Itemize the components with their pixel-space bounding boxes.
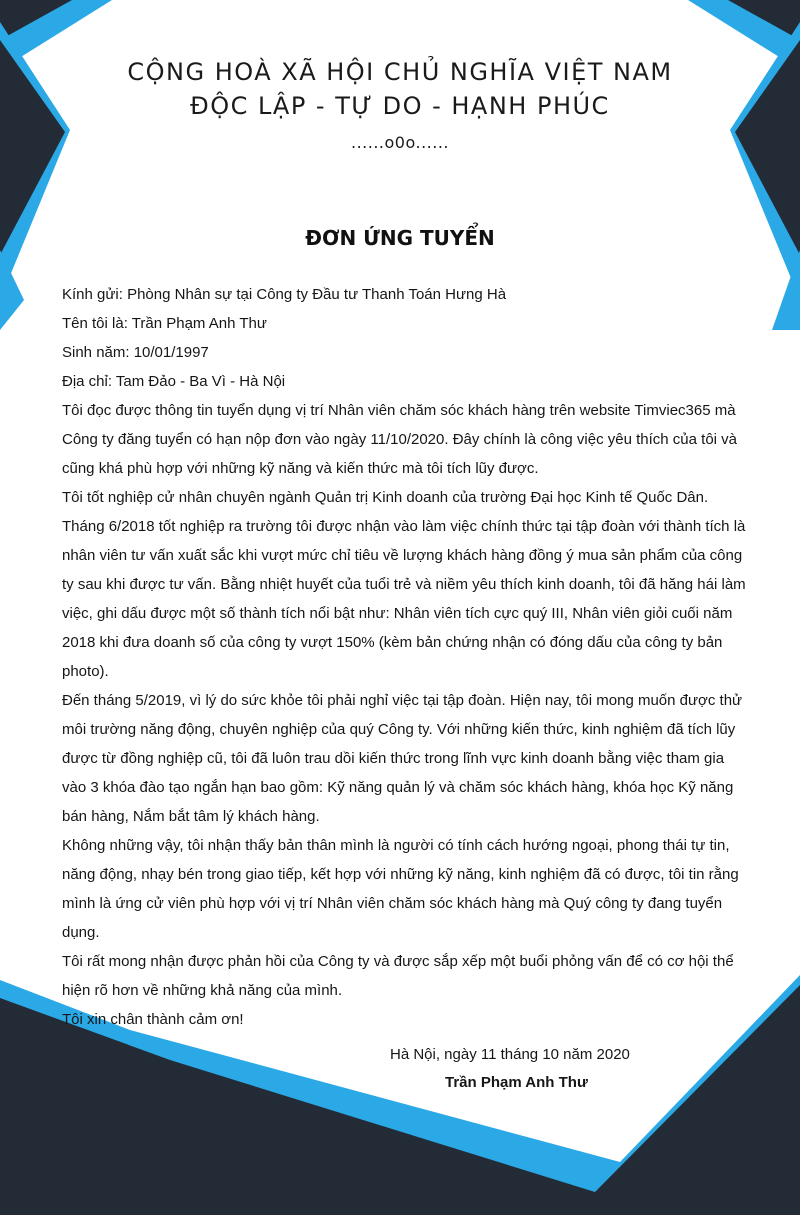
document-title: ĐƠN ỨNG TUYỂN — [305, 226, 495, 250]
signature-date-line: Hà Nội, ngày 11 tháng 10 năm 2020 — [390, 1046, 630, 1063]
birth-year-line: Sinh năm: 10/01/1997 — [62, 344, 209, 361]
national-title: CỘNG HOÀ XÃ HỘI CHỦ NGHĨA VIỆT NAM — [127, 58, 673, 86]
paragraph-motivation: Đến tháng 5/2019, vì lý do sức khỏe tôi phải nghỉ việc tại tập đoàn. Hiện nay, tôi mong muốn được thử môi trường năng động, chuyên nghiệp của quý Công ty. Với những kiến thức, kinh nghiệm đã tích lũy được từ đồng nghiệp cũ, tôi đã luôn trau dồi kiến thức trong lĩnh vực kinh doanh bằng việc tham gia vào 3 khóa đào tạo ngắn hạn bao gồm: Kỹ năng quản lý và chăm sóc khách hàng, khóa học Kỹ năng bán hàng, Nắm bắt tâm lý khách hàng. — [62, 692, 743, 825]
address-line: Địa chỉ: Tam Đảo - Ba Vì - Hà Nội — [62, 373, 286, 390]
paragraph-experience: Tháng 6/2018 tốt nghiệp ra trường tôi được nhận vào làm việc chính thức tại tập đoàn với thành tích là nhân viên tư vấn xuất sắc khi vượt mức chỉ tiêu về lượng khách hàng đồng ý mua sản phẩm của công ty sau khi được tư vấn. Bằng nhiệt huyết của tuổi trẻ và niềm yêu thích kinh doanh, tôi đã hăng hái làm việc, ghi dấu được một số thành tích nổi bật như: Nhân viên tích cực quý III, Nhân viên giỏi cuối năm 2018 khi đưa doanh số của công ty vượt 150% (kèm bản chứng nhận có đóng dấu của công ty bản photo). — [62, 518, 746, 680]
recipient-line: Kính gửi: Phòng Nhân sự tại Công ty Đầu tư Thanh Toán Hưng Hà — [62, 286, 507, 303]
paragraph-job-source: Tôi đọc được thông tin tuyển dụng vị trí Nhân viên chăm sóc khách hàng trên website Timviec365 mà Công ty đăng tuyển có hạn nộp đơn vào ngày 11/10/2020. Đây chính là công việc yêu thích của tôi và cũng khá phù hợp với những kỹ năng và kiến thức mà tôi tích lũy được. — [62, 402, 738, 477]
paragraph-education: Tôi tốt nghiệp cử nhân chuyên ngành Quản trị Kinh doanh của trường Đại học Kinh tế Quốc Dân. — [62, 489, 709, 506]
national-motto: ĐỘC LẬP - TỰ DO - HẠNH PHÚC — [190, 92, 610, 120]
paragraph-interview-request: Tôi rất mong nhận được phản hồi của Công ty và được sắp xếp một buổi phỏng vấn để có cơ hội thể hiện rõ hơn về những khả năng của mình. — [62, 953, 734, 999]
paragraph-thanks: Tôi xin chân thành cảm ơn! — [62, 1011, 244, 1028]
letter-body — [62, 280, 752, 1034]
paragraph-personal-traits: Không những vậy, tôi nhận thấy bản thân mình là người có tính cách hướng ngoại, phong thái tự tin, năng động, nhạy bén trong giao tiếp, kết hợp với những kỹ năng, kinh nghiệm đã có được, tôi tin rằng mình là ứng cử viên phù hợp với vị trí Nhân viên chăm sóc khách hàng mà Quý công ty đang tuyển dụng. — [62, 837, 739, 941]
applicant-name-line: Tên tôi là: Trần Phạm Anh Thư — [62, 315, 267, 332]
signature-name: Trần Phạm Anh Thư — [445, 1074, 588, 1091]
header-ornament: ......o0o...... — [350, 133, 449, 152]
